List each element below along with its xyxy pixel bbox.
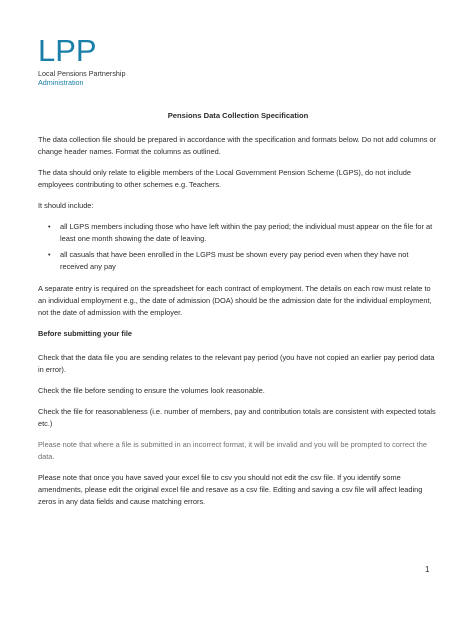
include-list — [38, 221, 438, 273]
paragraph-note-format: Please note that where a file is submitted in an incorrect format, it will be invalid and you will be prompted to correct the data. — [38, 440, 428, 461]
page-number: 1 — [425, 565, 430, 574]
paragraph-check-reasonableness: Check the file for reasonableness (i.e. number of members, pay and contribution totals are consistent with expected totals etc.) — [38, 407, 436, 428]
paragraph-contracts: A separate entry is required on the spreadsheet for each contract of employment. The details on each row must relate to an individual employment e.g., the date of admission (DOA) should be the admission date for the individual employment, not the date of admission with the employer. — [38, 284, 432, 317]
list-item — [48, 221, 438, 245]
paragraph-format: The data collection file should be prepared in accordance with the specification and formats below. Do not add columns or change header names. Format the columns as outlined. — [38, 135, 437, 156]
bullet-icon: • — [48, 250, 51, 259]
logo-name: Local Pensions Partnership — [38, 69, 126, 78]
section-heading: Before submitting your file — [38, 329, 133, 338]
bullet-icon: • — [48, 222, 51, 231]
list-item-text: all casuals that have been enrolled in the LGPS must be shown every pay period even when they have not received any pay — [60, 250, 409, 271]
paragraph-check-volumes: Check the file before sending to ensure the volumes look reasonable. — [38, 386, 265, 395]
paragraph-note-csv: Please note that once you have saved your excel file to csv you should not edit the csv file. If you identify some amendments, please edit the original excel file and resave as a csv file. Editing and saving a csv file will affect leading zeros in any data fields and cause matching errors. — [38, 473, 423, 506]
paragraph-check-period: Check that the data file you are sending relates to the relevant pay period (you have not copied an earlier pay period data in error). — [38, 353, 435, 374]
lpp-logo — [38, 33, 178, 87]
logo-subtitle: Administration — [38, 78, 84, 87]
document-body — [38, 100, 438, 517]
document-title: Pensions Data Collection Specification — [167, 111, 309, 120]
list-item-text: all LGPS members including those who have left within the pay period; the individual must appear on the file for at least one month showing the date of leaving. — [60, 222, 433, 243]
paragraph-eligibility: The data should only relate to eligible members of the Local Government Pension Scheme (LGPS), do not include employees contributing to other schemes e.g. Teachers. — [38, 168, 412, 189]
logo-mark: LPP — [38, 33, 97, 68]
list-item — [48, 249, 438, 273]
paragraph-include-intro: It should include: — [38, 201, 94, 210]
